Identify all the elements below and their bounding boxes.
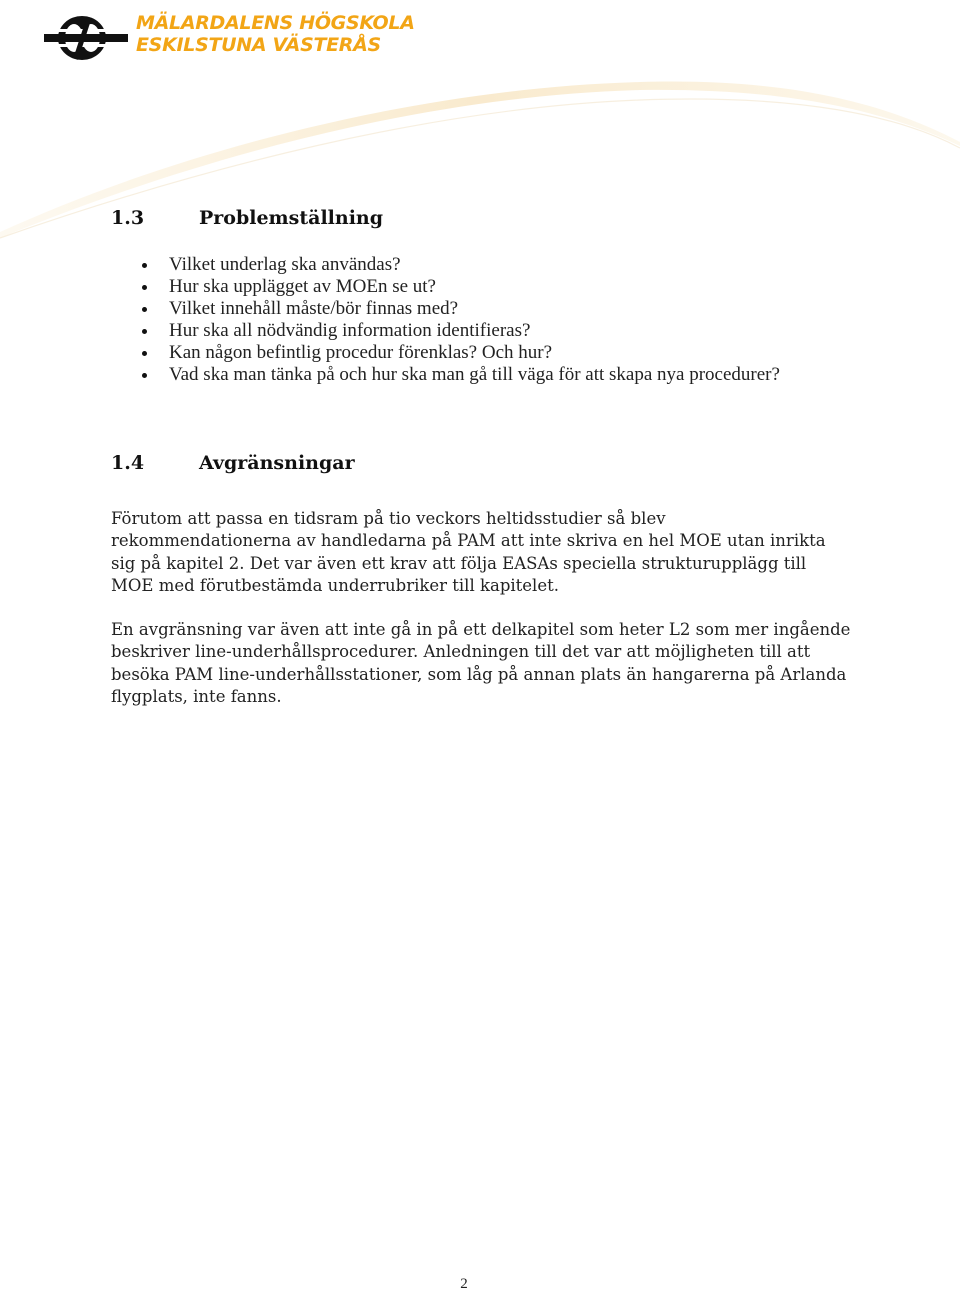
section-title: Problemställning <box>199 207 384 229</box>
section-heading-1-3 <box>111 207 383 229</box>
section-heading-1-4 <box>111 452 355 474</box>
page-number: 2 <box>460 1276 468 1292</box>
paragraph: Förutom att passa en tidsram på tio veckors heltidsstudier så blev rekommendationerna av handledarna på PAM att inte skriva en hel MOE utan inrikta sig på kapitel 2. Det var även ett krav att följa EASAs speciella strukturupplägg till MOE med förutbestämda underrubriker till kapitelet. <box>111 509 826 595</box>
section-number: 1.4 <box>111 452 145 474</box>
list-item: Vad ska man tänka på och hur ska man gå till väga för att skapa nya procedurer? <box>140 364 780 386</box>
university-logo-wordmark <box>136 12 415 56</box>
list-item: Vilket underlag ska användas? <box>140 254 780 276</box>
section-title: Avgränsningar <box>199 452 355 474</box>
list-item: Vilket innehåll måste/bör finnas med? <box>140 298 780 320</box>
problem-bullet-list <box>140 254 780 386</box>
list-item: Hur ska upplägget av MOEn se ut? <box>140 276 780 298</box>
list-item: Hur ska all nödvändig information identifieras? <box>140 320 780 342</box>
university-logo-icon <box>44 12 128 64</box>
paragraph: En avgränsning var även att inte gå in på ett delkapitel som heter L2 som mer ingående beskriver line-underhållsprocedurer. Anledningen till det var att möjligheten till att besöka PAM line-underhållsstationer, som låg på annan plats än hangarerna på Arlanda flygplats, inte fanns. <box>111 620 851 706</box>
section-number: 1.3 <box>111 207 145 229</box>
logo-line-1: MÄLARDALENS HÖGSKOLA <box>136 12 415 34</box>
university-header <box>44 10 415 70</box>
logo-line-2: ESKILSTUNA VÄSTERÅS <box>136 34 381 56</box>
list-item: Kan någon befintlig procedur förenklas? Och hur? <box>140 342 780 364</box>
